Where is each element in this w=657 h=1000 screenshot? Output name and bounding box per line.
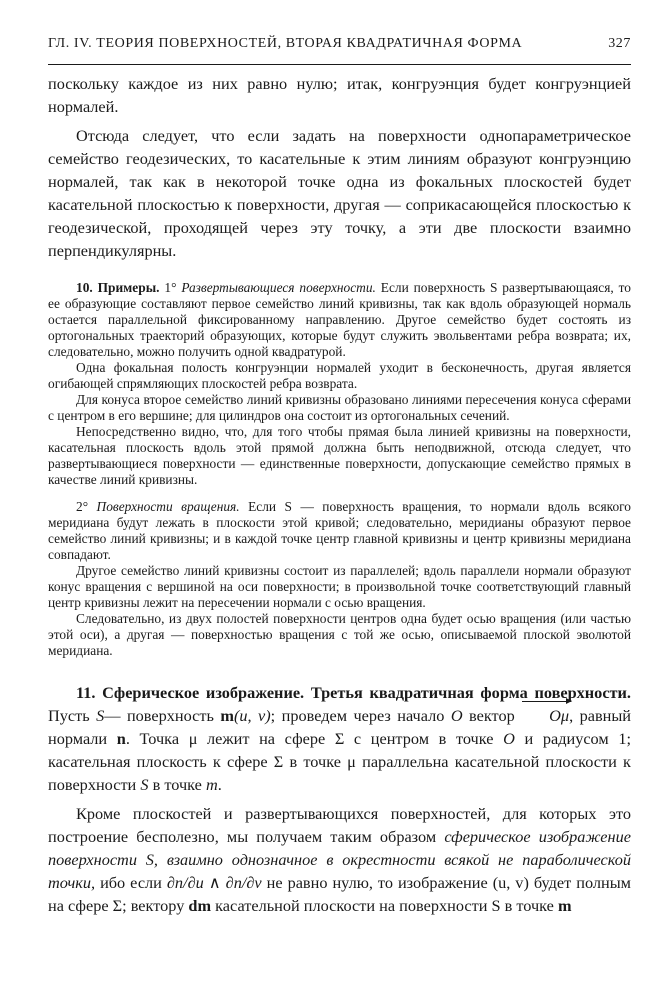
paragraph-direct: Непосредственно видно, что, для того чтобы прямая была линией кривизны на поверхности, касательная плоскость вдоль этой прямой должна быть неподвижной, отсюда следует, что развертывающиеся поверхности — единственные поверхности, допускающие семейство прямых в качестве линий кривизны. xyxy=(48,424,631,487)
running-header xyxy=(48,36,631,52)
vector-O-mu: Oμ xyxy=(521,704,569,727)
header-rule xyxy=(48,64,631,65)
page-number: 327 xyxy=(608,36,631,51)
emphasis-spherical-image: сферическое изображение поверхности S, взаимно однозначное в окрестности всякой не параболической точки, xyxy=(48,827,631,892)
section-11-heading: 11. Сферическое изображение. Третья квадратичная форма поверхности. xyxy=(76,683,631,702)
sub1-title: Развертывающиеся поверхности. xyxy=(181,280,376,295)
sub2-title: Поверхности вращения. xyxy=(96,499,240,514)
sub1-text: Если поверхность S развертывающаяся, то ее образующие составляют первое семейство линий кривизны, так как вдоль образующей нормаль остается параллельной фиксированному направлению. Другое семейство будет состоять из ортогональных траекторий образующих, которые будут служить эвольвентами ребра возврата; их, следовательно, можно получить одной квадратурой. xyxy=(48,280,631,359)
paragraph-parallels: Другое семейство линий кривизны состоит из параллелей; вдоль параллели нормали образуют конус вращения с вершиной на оси поверхности; в произвольной точке соответствующий главный центр кривизны лежит на пересечении нормали с осью вращения. xyxy=(48,563,631,610)
paragraph-cone: Для конуса второе семейство линий кривизны образовано линиями пересечения конуса сферами с центром в его вершине; для цилиндров она состоит из ортогональных сечений. xyxy=(48,392,631,423)
sub1-label: 1° xyxy=(164,280,177,295)
running-title: ГЛ. IV. ТЕОРИЯ ПОВЕРХНОСТЕЙ, ВТОРАЯ КВАДРАТИЧНАЯ ФОРМА xyxy=(48,36,523,51)
section-10-rotation xyxy=(48,499,631,563)
section-10-developable xyxy=(48,280,631,360)
sub2-text: Если S — поверхность вращения, то нормали вдоль всякого меридиана будут лежать в плоскости этой кривой; следовательно, меридианы образуют первое семейство линий кривизны; и в каждой точке центр главной кривизны и центр кривизны меридиана совпадают. xyxy=(48,499,632,562)
sub2-label: 2° xyxy=(76,499,89,514)
paragraph-conclusion: Следовательно, из двух полостей поверхности центров одна будет осью вращения (или частью этой оси), а другая — поверхностью вращения с той же осью, описываемой плоской эволютой меридиана. xyxy=(48,611,631,658)
paragraph-geodesics: Отсюда следует, что если задать на поверхности однопараметрическое семейство геодезических, то касательные к этим линиям образуют конгруэнцию нормалей, так как в некоторой точке одна из фокальных плоскостей будет касательной плоскостью к поверхности, другая — соприкасающейся плоскостью к геодезической, проходящей через эту точку, а эти две плоскости взаимно перпендикулярны. xyxy=(48,126,631,260)
paragraph-focal: Одна фокальная полость конгруэнции нормалей уходит в бесконечность, другая является огибающей спрямляющих плоскостей ребра возврата. xyxy=(48,360,631,391)
paragraph-continuation: поскольку каждое из них равно нулю; итак, конгруэнция будет конгруэнцией нормалей. xyxy=(48,74,631,116)
section-11-intro: 11. Сферическое изображение. Третья квадратичная форма поверхности. Пусть S— поверхность m(u, v); проведем через начало O вектор Oμ, равный нормали n. Точка μ лежит на сфере Σ с центром в точке O и радиусом 1; касательная плоскость к сфере Σ в точке μ параллельна касательной плоскости к поверхности S в точке m. xyxy=(48,683,632,794)
paragraph-spherical-image: Кроме плоскостей и развертывающихся поверхностей, для которых это построение бесполезно, мы получаем таким образом сферическое изображение поверхности S, взаимно однозначное в окрестности всякой не параболической точки, ибо если ∂n/∂u ∧ ∂n/∂v не равно нулю, то изображение (u, v) будет полным на сфере Σ; вектору dm касательной плоскости на поверхности S в точке m xyxy=(48,804,631,915)
section-10-heading: 10. Примеры. xyxy=(76,280,160,295)
page-body xyxy=(48,72,631,917)
